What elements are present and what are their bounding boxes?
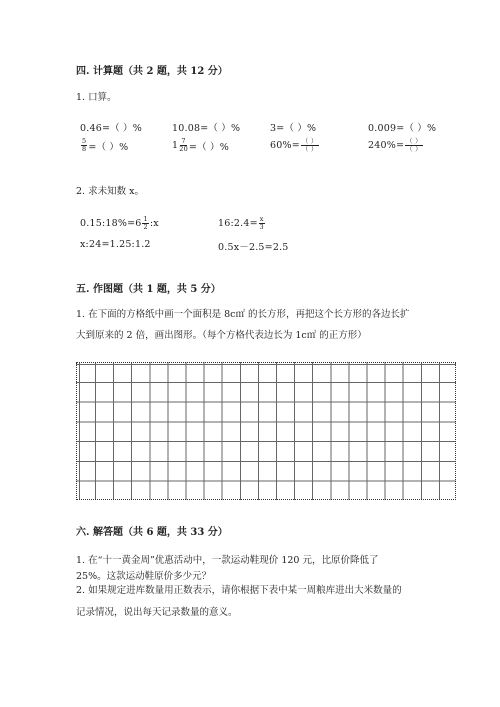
fraction: $\frac{7}{20}$ xyxy=(179,137,188,153)
answer-question-1-line-1: 1. 在“十一黄金周”优惠活动中，一款运动鞋现价 120 元，比原价降低了 xyxy=(76,555,379,566)
fraction: $\frac{( )}{( )}$ xyxy=(301,137,318,153)
equation-1: 0.15:18%=6 $\frac{1}{2}$ :x xyxy=(80,215,159,231)
fraction: $\frac{x}{3}$ xyxy=(259,215,264,231)
section-6-title: 六. 解答题（共 6 题，共 33 分） xyxy=(76,527,228,538)
fraction: $\frac{( )}{( )}$ xyxy=(406,137,422,153)
oral-item-8: 240%= $\frac{( )}{( )}$ xyxy=(368,137,422,153)
question-2-label: 2. 求未知数 x。 xyxy=(76,186,144,197)
equation-4: 0.5x－2.5=2.5 xyxy=(218,242,289,253)
oral-item-4: 0.009=（ ）% xyxy=(368,123,437,134)
drawing-question-line-2: 大到原来的 2 倍，画出图形。（每个方格代表边长为 1c㎡ 的正方形） xyxy=(76,330,367,341)
answer-question-2-line-2: 记录情况，说出每天记录数量的意义。 xyxy=(76,607,238,618)
question-1-label: 1. 口算。 xyxy=(76,92,117,103)
equation-2: 16:2.4= $\frac{x}{3}$ xyxy=(218,215,264,231)
oral-item-3: 3=（ ）% xyxy=(270,123,317,134)
drawing-question-line-1: 1. 在下面的方格纸中画一个面积是 8c㎡ 的长方形，再把这个长方形的各边长扩 xyxy=(76,309,410,320)
oral-item-7: 60%= $\frac{( )}{( )}$ xyxy=(270,137,318,153)
answer-question-2-line-1: 2. 如果规定进库数量用正数表示，请你根据下表中某一周粮库进出大米数量的 xyxy=(76,585,402,596)
section-4-title: 四. 计算题（共 2 题，共 12 分） xyxy=(76,66,228,77)
oral-item-6: 1 $\frac{7}{20}$ =（ ）% xyxy=(172,137,229,153)
equation-3: x:24=1.25:1.2 xyxy=(80,239,151,250)
oral-item-1: 0.46=（ ）% xyxy=(80,123,142,134)
oral-item-5: $\frac{5}{8}$ =（ ）% xyxy=(82,137,129,153)
fraction: $\frac{5}{8}$ xyxy=(82,137,87,153)
grid-paper xyxy=(76,362,456,500)
section-5-title: 五. 作图题（共 1 题，共 5 分） xyxy=(76,284,221,295)
answer-question-1-line-2: 25%。这款运动鞋原价多少元？ xyxy=(76,571,212,582)
fraction: $\frac{1}{2}$ xyxy=(143,215,148,231)
oral-item-2: 10.08=（ ）% xyxy=(172,123,241,134)
